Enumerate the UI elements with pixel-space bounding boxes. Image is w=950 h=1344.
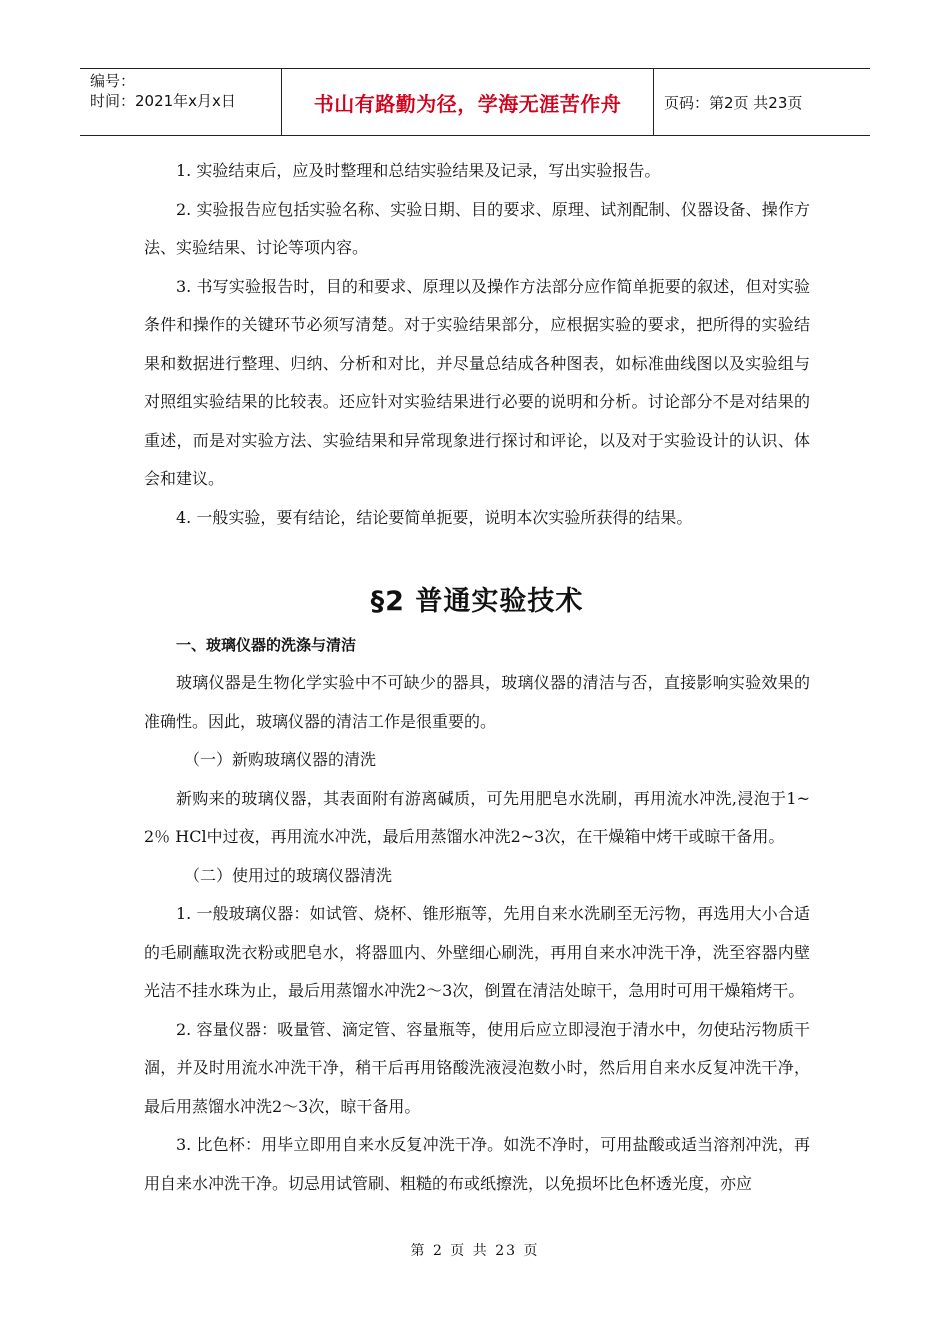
page-code: 页码：第2页 共23页 bbox=[664, 93, 803, 112]
paragraph-4: 4. 一般实验，要有结论，结论要简单扼要，说明本次实验所获得的结果。 bbox=[176, 507, 693, 527]
subsection-2-title: （二）使用过的玻璃仪器清洗 bbox=[184, 865, 393, 885]
subsection-1-title: （一）新购玻璃仪器的清洗 bbox=[184, 750, 377, 769]
number-label: 编号： bbox=[90, 72, 136, 90]
header-table bbox=[80, 68, 870, 136]
document-body bbox=[144, 152, 810, 1203]
paragraph-2: 2. 实验报告应包括实验名称、实验日期、目的要求、原理、试剂配制、仪器设备、操作方法、实验结果、讨论等项内容。 bbox=[144, 199, 810, 257]
time-label: 时间：2021年x月x日 bbox=[90, 92, 236, 110]
paragraph-3: 3. 书写实验报告时，目的和要求、原理以及操作方法部分应作简单扼要的叙述，但对实验条件和操作的关键环节必须写清楚。对于实验结果部分，应根据实验的要求，把所得的实验结果和数据进行整理、归纳、分析和对比，并尽量总结成各种图表，如标准曲线图以及实验组与对照组实验结果的比较表。还应针对实验结果进行必要的说明和分析。讨论部分不是对结果的重述，而是对实验方法、实验结果和异常现象进行探讨和评论，以及对于实验设计的认识、体会和建议。 bbox=[144, 276, 810, 488]
page-footer: 第 2 页 共 23 页 bbox=[410, 1243, 540, 1259]
motto: 书山有路勤为径，学海无涯苦作舟 bbox=[282, 69, 654, 135]
subsection-2-item-1: 1. 一般玻璃仪器：如试管、烧杯、锥形瓶等，先用自来水洗刷至无污物，再选用大小合适的毛刷蘸取洗衣粉或肥皂水，将器皿内、外壁细心刷洗，再用自来水冲洗干净，洗至容器内壁光洁不挂水珠为止，最后用蒸馏水冲洗2～3次，倒置在清洁处晾干，急用时可用干燥箱烤干。 bbox=[144, 904, 810, 1000]
intro-paragraph: 玻璃仪器是生物化学实验中不可缺少的器具，玻璃仪器的清洁与否，直接影响实验效果的准确性。因此，玻璃仪器的清洁工作是很重要的。 bbox=[144, 673, 810, 731]
paragraph-1: 1. 实验结束后，应及时整理和总结实验结果及记录，写出实验报告。 bbox=[176, 161, 661, 180]
subsection-2-item-2: 2. 容量仪器：吸量管、滴定管、容量瓶等，使用后应立即浸泡于清水中，勿使玷污物质干涸，并及时用流水冲洗干净，稍干后再用铬酸洗液浸泡数小时，然后用自来水反复冲洗干净，最后用蒸馏水冲洗2～3次，晾干备用。 bbox=[144, 1019, 810, 1116]
subsection-2-item-3: 3. 比色杯：用毕立即用自来水反复冲洗干净。如洗不净时，可用盐酸或适当溶剂冲洗，再用自来水冲洗干净。切忌用试管刷、粗糙的布或纸擦洗，以免损坏比色杯透光度，亦应 bbox=[144, 1135, 810, 1193]
sub-heading: 一、玻璃仪器的洗涤与清洁 bbox=[176, 636, 357, 654]
header-left-cell bbox=[80, 69, 282, 135]
subsection-1-text: 新购来的玻璃仪器，其表面附有游离碱质，可先用肥皂水洗刷，再用流水冲洗,浸泡于1~2％ HCl中过夜，再用流水冲洗，最后用蒸馏水冲洗2~3次，在干燥箱中烤干或晾干备用。 bbox=[144, 788, 810, 846]
section-title: §2 普通实验技术 bbox=[370, 586, 584, 617]
